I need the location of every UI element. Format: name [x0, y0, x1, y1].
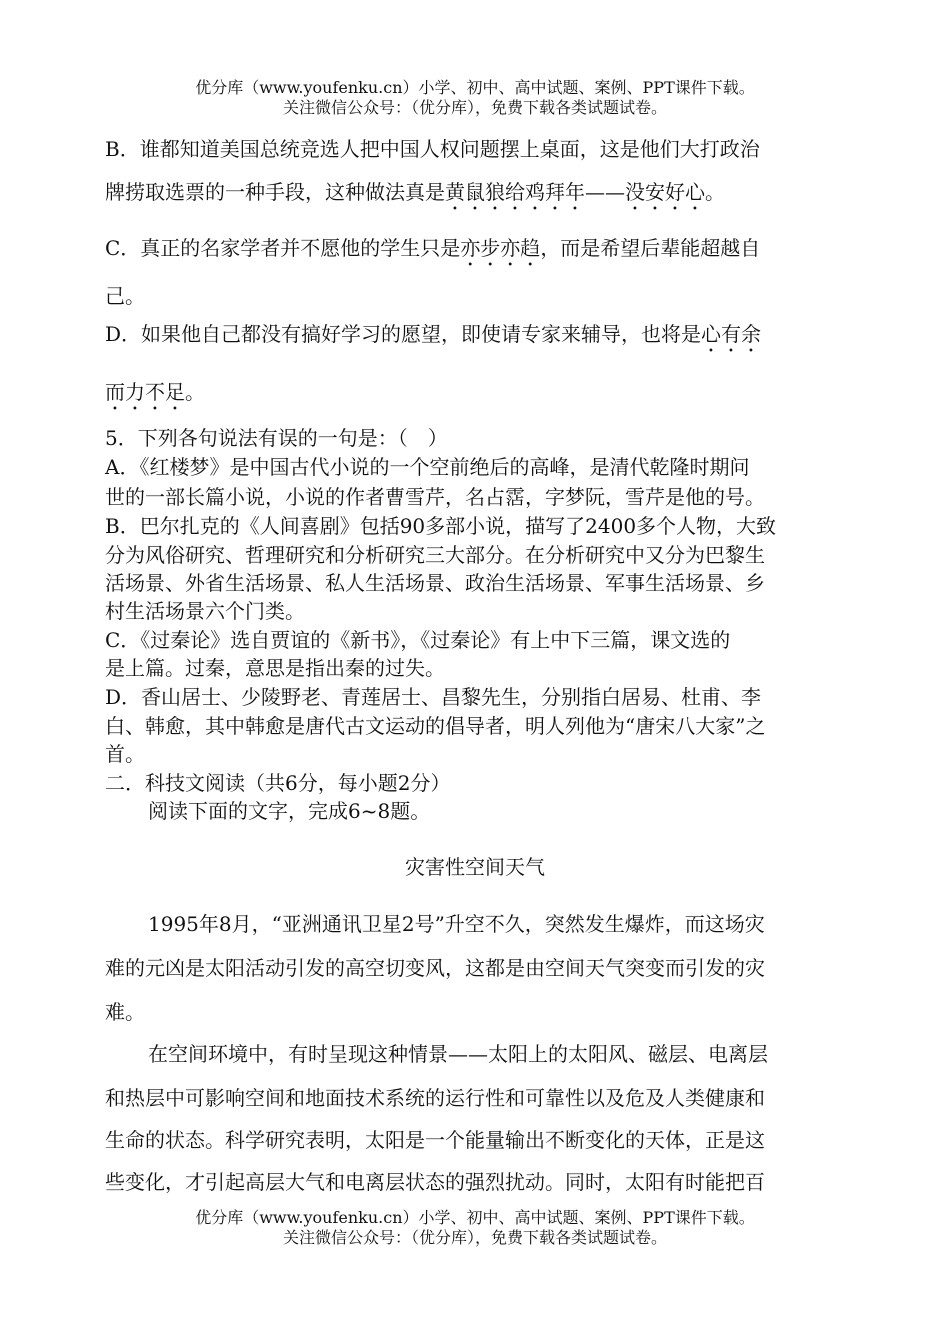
footer-line-2: 关注微信公众号：（优分库），免费下载各类试题试卷。: [282, 1228, 667, 1247]
article-title: 灾害性空间天气: [405, 855, 545, 879]
q4-b-text: 牌捞取选票的一种手段，这种做法真是: [105, 180, 445, 204]
q4-c-text-post: ，而是希望后辈能超越自: [540, 236, 761, 260]
q4-d-idiom-b: 而力不足: [105, 380, 185, 404]
q4-d-end: 。: [185, 380, 205, 404]
section2-heading: 二．科技文阅读（共6分，每小题2分）: [105, 771, 451, 795]
q5-option-a-line1: A．《红楼梦》是中国古代小说的一个空前绝后的高峰，是清代乾隆时期问: [105, 455, 750, 479]
q5-option-b-line1: B．巴尔扎克的《人间喜剧》包括90多部小说，描写了2400多个人物，大致: [105, 514, 777, 538]
q5-option-d-line3: 首。: [105, 742, 145, 766]
article-p2-line4: 些变化，才引起高层大气和电离层状态的强烈扰动。同时，太阳有时能把百: [105, 1170, 765, 1194]
article-p1-line1: 1995年8月，“亚洲通讯卫星2号”升空不久，突然发生爆炸，而这场灾: [148, 912, 765, 936]
article-p1-line2: 难的元凶是太阳活动引发的高空切变风，这都是由空间天气突变而引发的灾: [105, 956, 765, 980]
q4-option-b-line1: B．谁都知道美国总统竞选人把中国人权问题摆上桌面，这是他们大打政治: [105, 137, 760, 161]
header-line-1: 优分库（www.youfenku.cn）小学、初中、高中试题、案例、PPT课件下载。: [195, 78, 755, 97]
q5-option-c-line1: C．《过秦论》选自贾谊的《新书》，《过秦论》有上中下三篇，课文选的: [105, 628, 731, 652]
q4-b-end: 。: [705, 180, 725, 204]
section2-instruction: 阅读下面的文字，完成6~8题。: [148, 799, 431, 823]
q4-c-idiom: 亦步亦趋: [460, 236, 541, 260]
q4-b-idiom-2: 没安好心: [625, 180, 705, 204]
page-header: [0, 78, 950, 118]
q4-d-text: D．如果他自己都没有搞好学习的愿望，即使请专家来辅导，也将是: [105, 322, 702, 346]
q4-d-idiom-a: 心有余: [701, 322, 762, 346]
q5-option-a-line2: 世的一部长篇小说，小说的作者曹雪芹，名占霑，字梦阮，雪芹是他的号。: [105, 485, 765, 509]
q4-option-d-line1: [105, 318, 850, 357]
footer-line-1: 优分库（www.youfenku.cn）小学、初中、高中试题、案例、PPT课件下载。: [195, 1208, 755, 1227]
q4-option-c-line2: 己。: [105, 284, 145, 308]
q5-option-b-line2: 分为风俗研究、哲理研究和分析研究三大部分。在分析研究中又分为巴黎生: [105, 543, 765, 567]
header-line-2: 关注微信公众号：（优分库），免费下载各类试题试卷。: [282, 98, 667, 117]
q5-option-c-line2: 是上篇。过秦，意思是指出秦的过失。: [105, 656, 445, 680]
page-footer: [0, 1208, 950, 1248]
article-p2-line3: 生命的状态。科学研究表明，太阳是一个能量输出不断变化的天体，正是这: [105, 1128, 765, 1152]
q5-stem: 5．下列各句说法有误的一句是：（ ）: [105, 426, 448, 450]
q4-option-b-line2: [105, 176, 850, 215]
article-p2-line1: 在空间环境中，有时呈现这种情景——太阳上的太阳风、磁层、电离层: [148, 1042, 768, 1066]
q4-option-d-line2: [105, 376, 850, 415]
q5-option-d-line2: 白、韩愈，其中韩愈是唐代古文运动的倡导者，明人列他为“唐宋八大家”之: [105, 714, 766, 738]
q5-option-b-line3: 活场景、外省生活场景、私人生活场景、政治生活场景、军事生活场景、乡: [105, 571, 765, 595]
q5-option-b-line4: 村生活场景六个门类。: [105, 599, 305, 623]
q4-c-text: C．真正的名家学者并不愿他的学生只是: [105, 236, 461, 260]
q4-option-c-line1: [105, 232, 850, 271]
q5-option-d-line1: D．香山居士、少陵野老、青莲居士、昌黎先生，分别指白居易、杜甫、李: [105, 685, 762, 709]
article-p1-line3: 难。: [105, 1000, 145, 1024]
q4-b-idiom-1: 黄鼠狼给鸡拜年: [445, 180, 585, 204]
article-p2-line2: 和热层中可影响空间和地面技术系统的运行性和可靠性以及危及人类健康和: [105, 1086, 765, 1110]
q4-b-dash: ——: [585, 180, 625, 204]
